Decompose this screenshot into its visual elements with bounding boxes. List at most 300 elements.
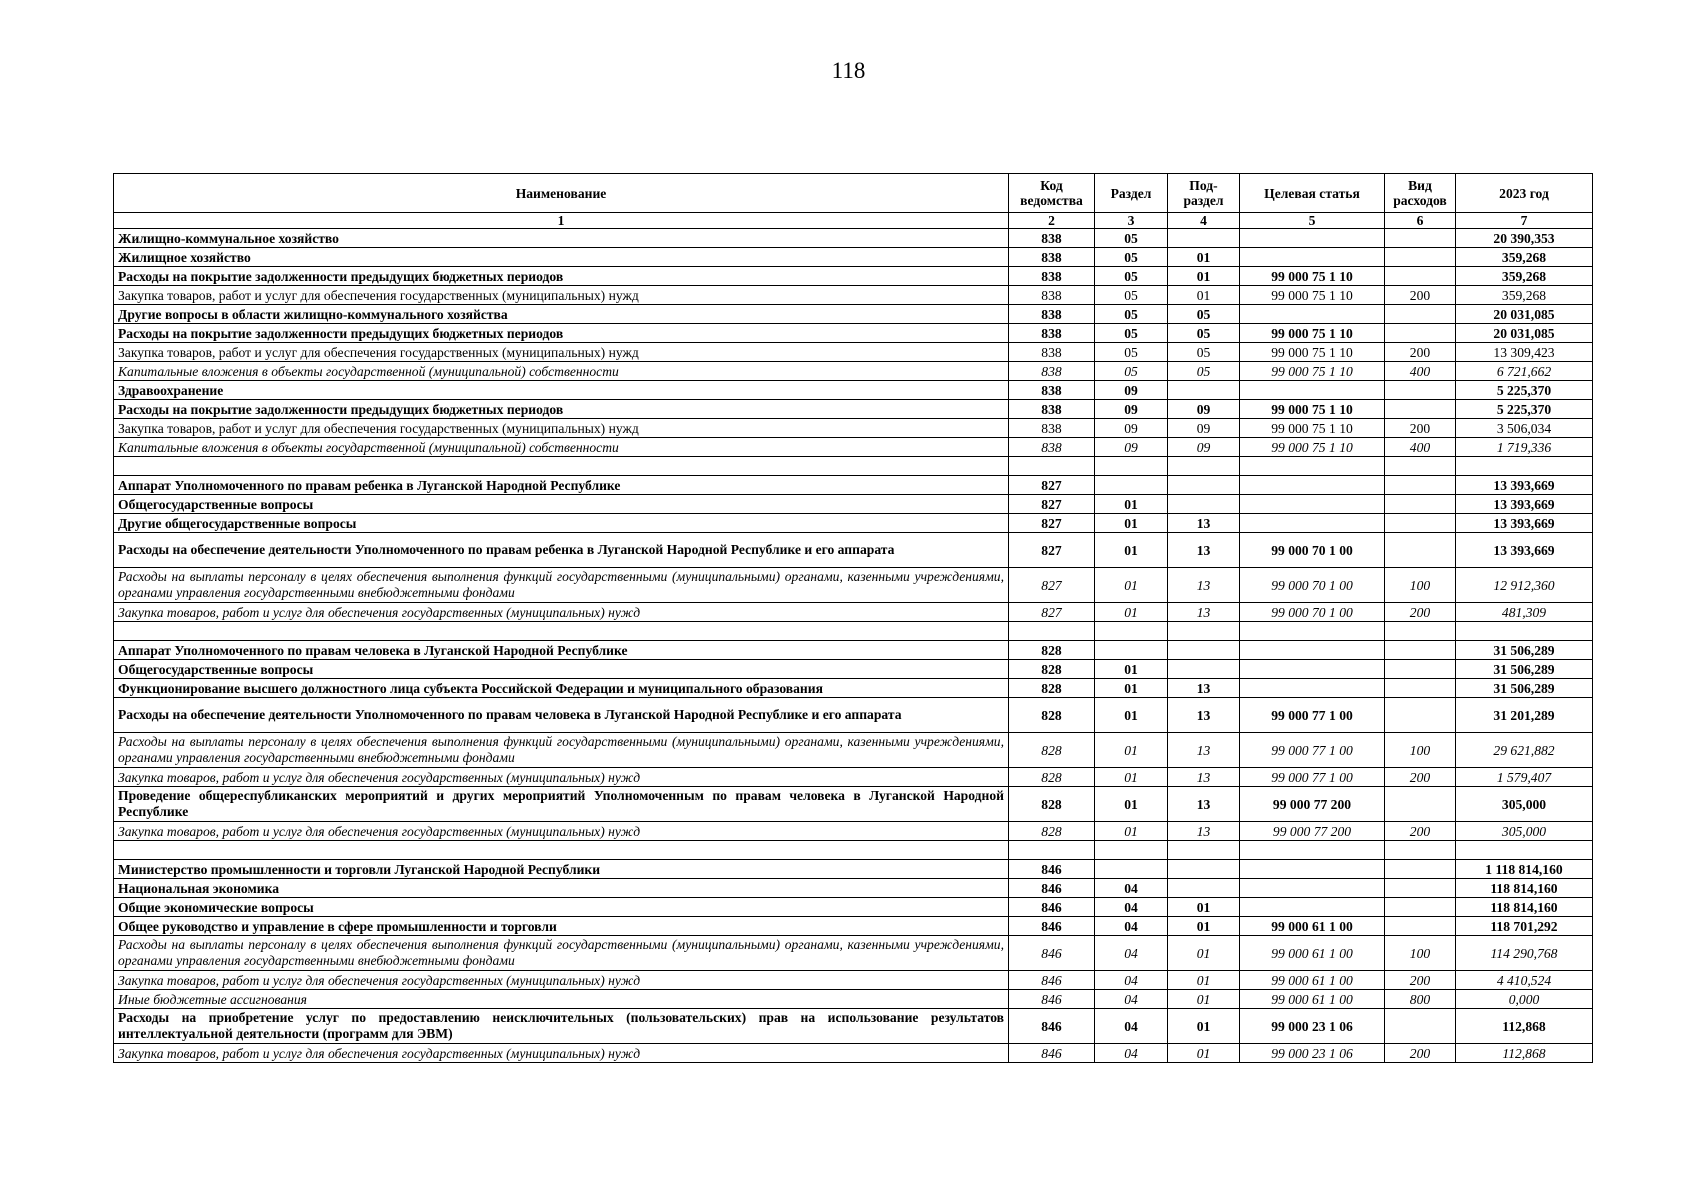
row-expense-type <box>1385 841 1456 860</box>
row-name: Жилищно-коммунальное хозяйство <box>114 229 1009 248</box>
table-row <box>114 495 1593 514</box>
row-subsection: 13 <box>1168 733 1240 768</box>
row-target-article: 99 000 75 1 10 <box>1240 267 1385 286</box>
row-amount: 305,000 <box>1456 822 1593 841</box>
column-number: 3 <box>1095 213 1168 229</box>
page-number: 118 <box>831 58 866 83</box>
row-subsection: 01 <box>1168 248 1240 267</box>
table-row <box>114 822 1593 841</box>
row-section: 01 <box>1095 822 1168 841</box>
row-expense-type <box>1385 514 1456 533</box>
row-name: Аппарат Уполномоченного по правам ребенка в Луганской Народной Республике <box>114 476 1009 495</box>
row-section: 01 <box>1095 514 1168 533</box>
row-target-article: 99 000 75 1 10 <box>1240 343 1385 362</box>
row-dept-code: 846 <box>1009 971 1095 990</box>
row-amount: 5 225,370 <box>1456 400 1593 419</box>
row-name: Иные бюджетные ассигнования <box>114 990 1009 1009</box>
row-amount: 12 912,360 <box>1456 568 1593 603</box>
row-dept-code: 838 <box>1009 343 1095 362</box>
row-section: 09 <box>1095 400 1168 419</box>
header-name: Наименование <box>114 174 1009 213</box>
row-target-article <box>1240 660 1385 679</box>
row-amount: 114 290,768 <box>1456 936 1593 971</box>
row-amount: 31 506,289 <box>1456 641 1593 660</box>
row-amount: 359,268 <box>1456 267 1593 286</box>
row-amount: 13 393,669 <box>1456 476 1593 495</box>
row-target-article <box>1240 879 1385 898</box>
row-amount: 13 393,669 <box>1456 533 1593 568</box>
row-amount: 1 579,407 <box>1456 768 1593 787</box>
row-section <box>1095 641 1168 660</box>
table-row <box>114 990 1593 1009</box>
row-section: 05 <box>1095 229 1168 248</box>
row-section: 01 <box>1095 768 1168 787</box>
row-dept-code: 838 <box>1009 248 1095 267</box>
table-row <box>114 679 1593 698</box>
column-number-row <box>114 213 1593 229</box>
row-dept-code: 827 <box>1009 514 1095 533</box>
row-target-article: 99 000 75 1 10 <box>1240 286 1385 305</box>
row-subsection: 01 <box>1168 286 1240 305</box>
row-expense-type: 200 <box>1385 603 1456 622</box>
row-section: 01 <box>1095 568 1168 603</box>
row-subsection: 13 <box>1168 533 1240 568</box>
row-name: Здравоохранение <box>114 381 1009 400</box>
row-expense-type <box>1385 476 1456 495</box>
row-expense-type <box>1385 622 1456 641</box>
row-expense-type <box>1385 400 1456 419</box>
row-name: Расходы на покрытие задолженности предыдущих бюджетных периодов <box>114 400 1009 419</box>
table-row <box>114 229 1593 248</box>
row-target-article <box>1240 495 1385 514</box>
row-name <box>114 841 1009 860</box>
row-subsection: 05 <box>1168 362 1240 381</box>
row-expense-type: 100 <box>1385 733 1456 768</box>
row-name: Министерство промышленности и торговли Луганской Народной Республики <box>114 860 1009 879</box>
row-subsection: 01 <box>1168 267 1240 286</box>
row-amount: 118 814,160 <box>1456 898 1593 917</box>
row-name: Закупка товаров, работ и услуг для обеспечения государственных (муниципальных) нужд <box>114 971 1009 990</box>
row-name: Расходы на выплаты персоналу в целях обеспечения выполнения функций государственными (муниципальными) органами, казенными учреждениями, органами управления государственными внебюджетными фондами <box>114 936 1009 971</box>
table-row <box>114 248 1593 267</box>
row-expense-type <box>1385 1009 1456 1044</box>
row-subsection: 13 <box>1168 787 1240 822</box>
row-section: 04 <box>1095 1009 1168 1044</box>
row-section <box>1095 476 1168 495</box>
row-name: Закупка товаров, работ и услуг для обеспечения государственных (муниципальных) нужд <box>114 603 1009 622</box>
row-expense-type <box>1385 305 1456 324</box>
row-name: Закупка товаров, работ и услуг для обеспечения государственных (муниципальных) нужд <box>114 768 1009 787</box>
table-row <box>114 898 1593 917</box>
row-subsection: 01 <box>1168 1044 1240 1063</box>
row-subsection: 01 <box>1168 898 1240 917</box>
column-number: 5 <box>1240 213 1385 229</box>
row-expense-type <box>1385 879 1456 898</box>
row-dept-code: 838 <box>1009 324 1095 343</box>
row-dept-code: 838 <box>1009 381 1095 400</box>
row-target-article: 99 000 77 1 00 <box>1240 768 1385 787</box>
row-subsection: 05 <box>1168 324 1240 343</box>
row-amount: 13 309,423 <box>1456 343 1593 362</box>
row-dept-code: 838 <box>1009 286 1095 305</box>
row-amount: 118 814,160 <box>1456 879 1593 898</box>
row-name: Расходы на покрытие задолженности предыдущих бюджетных периодов <box>114 267 1009 286</box>
row-section: 05 <box>1095 286 1168 305</box>
row-subsection <box>1168 495 1240 514</box>
row-section: 04 <box>1095 879 1168 898</box>
row-dept-code: 846 <box>1009 936 1095 971</box>
row-section: 01 <box>1095 495 1168 514</box>
row-expense-type <box>1385 679 1456 698</box>
table-row <box>114 733 1593 768</box>
row-subsection: 09 <box>1168 419 1240 438</box>
row-subsection: 01 <box>1168 917 1240 936</box>
row-expense-type <box>1385 917 1456 936</box>
row-subsection <box>1168 622 1240 641</box>
table-row <box>114 533 1593 568</box>
row-target-article <box>1240 514 1385 533</box>
row-target-article: 99 000 23 1 06 <box>1240 1044 1385 1063</box>
header-subsection: Под-раздел <box>1168 174 1240 213</box>
row-target-article <box>1240 305 1385 324</box>
row-expense-type <box>1385 787 1456 822</box>
row-subsection: 09 <box>1168 400 1240 419</box>
row-target-article: 99 000 77 1 00 <box>1240 698 1385 733</box>
row-expense-type <box>1385 698 1456 733</box>
column-number: 7 <box>1456 213 1593 229</box>
row-name: Расходы на выплаты персоналу в целях обеспечения выполнения функций государственными (муниципальными) органами, казенными учреждениями, органами управления государственными внебюджетными фондами <box>114 568 1009 603</box>
budget-table <box>113 173 1593 1063</box>
row-dept-code: 827 <box>1009 568 1095 603</box>
spacer-row <box>114 457 1593 476</box>
row-amount: 305,000 <box>1456 787 1593 822</box>
table-row <box>114 917 1593 936</box>
row-name: Общегосударственные вопросы <box>114 660 1009 679</box>
row-expense-type: 200 <box>1385 822 1456 841</box>
row-name: Общие экономические вопросы <box>114 898 1009 917</box>
row-target-article: 99 000 77 200 <box>1240 787 1385 822</box>
row-dept-code <box>1009 457 1095 476</box>
row-subsection: 05 <box>1168 343 1240 362</box>
table-header-row <box>114 174 1593 213</box>
row-subsection: 13 <box>1168 679 1240 698</box>
row-target-article: 99 000 75 1 10 <box>1240 362 1385 381</box>
row-target-article <box>1240 898 1385 917</box>
row-amount: 1 118 814,160 <box>1456 860 1593 879</box>
row-name: Закупка товаров, работ и услуг для обеспечения государственных (муниципальных) нужд <box>114 286 1009 305</box>
row-amount: 29 621,882 <box>1456 733 1593 768</box>
row-amount: 481,309 <box>1456 603 1593 622</box>
row-dept-code <box>1009 622 1095 641</box>
row-expense-type: 200 <box>1385 419 1456 438</box>
row-dept-code: 846 <box>1009 990 1095 1009</box>
row-subsection: 13 <box>1168 822 1240 841</box>
table-row <box>114 305 1593 324</box>
row-amount: 13 393,669 <box>1456 495 1593 514</box>
row-amount: 31 201,289 <box>1456 698 1593 733</box>
row-target-article: 99 000 75 1 10 <box>1240 419 1385 438</box>
row-name: Закупка товаров, работ и услуг для обеспечения государственных (муниципальных) нужд <box>114 343 1009 362</box>
row-target-article <box>1240 841 1385 860</box>
row-expense-type <box>1385 860 1456 879</box>
row-section: 01 <box>1095 698 1168 733</box>
row-amount: 31 506,289 <box>1456 679 1593 698</box>
row-dept-code: 828 <box>1009 698 1095 733</box>
row-section: 05 <box>1095 362 1168 381</box>
row-expense-type <box>1385 533 1456 568</box>
row-subsection <box>1168 841 1240 860</box>
row-name: Проведение общереспубликанских мероприятий и других мероприятий Уполномоченным по правам человека в Луганской Народной Республике <box>114 787 1009 822</box>
table-row <box>114 971 1593 990</box>
row-subsection: 01 <box>1168 971 1240 990</box>
row-name: Расходы на приобретение услуг по предоставлению неисключительных (пользовательских) прав на использование результатов интеллектуальной деятельности (программ для ЭВМ) <box>114 1009 1009 1044</box>
table-row <box>114 787 1593 822</box>
row-target-article: 99 000 75 1 10 <box>1240 324 1385 343</box>
row-dept-code: 828 <box>1009 822 1095 841</box>
row-expense-type: 400 <box>1385 362 1456 381</box>
table-row <box>114 476 1593 495</box>
table-row <box>114 362 1593 381</box>
row-section <box>1095 841 1168 860</box>
row-dept-code: 838 <box>1009 419 1095 438</box>
row-name: Расходы на выплаты персоналу в целях обеспечения выполнения функций государственными (муниципальными) органами, казенными учреждениями, органами управления государственными внебюджетными фондами <box>114 733 1009 768</box>
row-dept-code: 846 <box>1009 917 1095 936</box>
row-name: Жилищное хозяйство <box>114 248 1009 267</box>
row-expense-type <box>1385 381 1456 400</box>
row-amount: 359,268 <box>1456 286 1593 305</box>
row-dept-code: 838 <box>1009 267 1095 286</box>
row-section: 01 <box>1095 533 1168 568</box>
row-amount <box>1456 622 1593 641</box>
row-amount: 6 721,662 <box>1456 362 1593 381</box>
row-name: Капитальные вложения в объекты государственной (муниципальной) собственности <box>114 362 1009 381</box>
table-row <box>114 768 1593 787</box>
table-row <box>114 568 1593 603</box>
row-expense-type: 400 <box>1385 438 1456 457</box>
row-target-article: 99 000 23 1 06 <box>1240 1009 1385 1044</box>
row-section <box>1095 457 1168 476</box>
row-section: 09 <box>1095 381 1168 400</box>
row-subsection: 01 <box>1168 1009 1240 1044</box>
row-subsection <box>1168 660 1240 679</box>
spacer-row <box>114 622 1593 641</box>
row-dept-code <box>1009 841 1095 860</box>
row-target-article: 99 000 61 1 00 <box>1240 990 1385 1009</box>
row-name: Функционирование высшего должностного лица субъекта Российской Федерации и муниципального образования <box>114 679 1009 698</box>
row-expense-type <box>1385 457 1456 476</box>
row-expense-type <box>1385 660 1456 679</box>
row-subsection <box>1168 381 1240 400</box>
table-body <box>114 229 1593 1063</box>
row-amount: 5 225,370 <box>1456 381 1593 400</box>
row-amount: 0,000 <box>1456 990 1593 1009</box>
row-subsection <box>1168 860 1240 879</box>
row-dept-code: 846 <box>1009 879 1095 898</box>
row-dept-code: 838 <box>1009 362 1095 381</box>
row-dept-code: 838 <box>1009 438 1095 457</box>
row-section: 01 <box>1095 603 1168 622</box>
row-name <box>114 622 1009 641</box>
table-row <box>114 860 1593 879</box>
row-target-article: 99 000 61 1 00 <box>1240 936 1385 971</box>
row-dept-code: 838 <box>1009 400 1095 419</box>
row-section: 04 <box>1095 990 1168 1009</box>
row-expense-type: 100 <box>1385 568 1456 603</box>
row-expense-type: 200 <box>1385 971 1456 990</box>
row-dept-code: 828 <box>1009 733 1095 768</box>
row-target-article <box>1240 679 1385 698</box>
row-amount: 20 031,085 <box>1456 305 1593 324</box>
table-row <box>114 381 1593 400</box>
row-amount: 112,868 <box>1456 1009 1593 1044</box>
row-name: Другие вопросы в области жилищно-коммунального хозяйства <box>114 305 1009 324</box>
table-row <box>114 419 1593 438</box>
row-section: 04 <box>1095 971 1168 990</box>
row-expense-type <box>1385 229 1456 248</box>
row-dept-code: 846 <box>1009 1044 1095 1063</box>
row-dept-code: 828 <box>1009 660 1095 679</box>
row-dept-code: 838 <box>1009 305 1095 324</box>
row-expense-type: 200 <box>1385 343 1456 362</box>
row-section <box>1095 622 1168 641</box>
row-target-article <box>1240 457 1385 476</box>
row-section: 04 <box>1095 936 1168 971</box>
row-name: Общегосударственные вопросы <box>114 495 1009 514</box>
row-expense-type <box>1385 267 1456 286</box>
row-dept-code: 827 <box>1009 476 1095 495</box>
row-subsection: 01 <box>1168 990 1240 1009</box>
row-section: 04 <box>1095 898 1168 917</box>
row-subsection <box>1168 476 1240 495</box>
row-amount <box>1456 841 1593 860</box>
row-target-article <box>1240 860 1385 879</box>
row-expense-type <box>1385 641 1456 660</box>
row-name: Другие общегосударственные вопросы <box>114 514 1009 533</box>
row-subsection: 05 <box>1168 305 1240 324</box>
row-amount: 359,268 <box>1456 248 1593 267</box>
row-subsection: 01 <box>1168 936 1240 971</box>
row-amount: 118 701,292 <box>1456 917 1593 936</box>
row-section: 05 <box>1095 343 1168 362</box>
row-target-article: 99 000 61 1 00 <box>1240 917 1385 936</box>
row-name: Национальная экономика <box>114 879 1009 898</box>
row-name: Расходы на покрытие задолженности предыдущих бюджетных периодов <box>114 324 1009 343</box>
row-target-article: 99 000 75 1 10 <box>1240 400 1385 419</box>
header-dept-code: Код ведомства <box>1009 174 1095 213</box>
row-target-article: 99 000 61 1 00 <box>1240 971 1385 990</box>
row-expense-type: 200 <box>1385 1044 1456 1063</box>
table-row <box>114 267 1593 286</box>
row-expense-type: 200 <box>1385 768 1456 787</box>
row-expense-type <box>1385 248 1456 267</box>
row-subsection: 13 <box>1168 514 1240 533</box>
row-expense-type <box>1385 495 1456 514</box>
row-dept-code: 827 <box>1009 533 1095 568</box>
row-subsection: 09 <box>1168 438 1240 457</box>
row-amount: 3 506,034 <box>1456 419 1593 438</box>
table-row <box>114 286 1593 305</box>
row-amount: 112,868 <box>1456 1044 1593 1063</box>
table-row <box>114 514 1593 533</box>
row-section: 09 <box>1095 438 1168 457</box>
row-target-article <box>1240 381 1385 400</box>
row-section: 05 <box>1095 248 1168 267</box>
row-target-article: 99 000 77 1 00 <box>1240 733 1385 768</box>
row-section: 05 <box>1095 305 1168 324</box>
row-section: 05 <box>1095 324 1168 343</box>
row-target-article: 99 000 70 1 00 <box>1240 568 1385 603</box>
row-section: 01 <box>1095 679 1168 698</box>
row-dept-code: 828 <box>1009 768 1095 787</box>
row-dept-code: 846 <box>1009 860 1095 879</box>
row-subsection: 13 <box>1168 768 1240 787</box>
row-target-article: 99 000 70 1 00 <box>1240 603 1385 622</box>
row-dept-code: 827 <box>1009 495 1095 514</box>
row-name <box>114 457 1009 476</box>
row-target-article <box>1240 229 1385 248</box>
column-number: 1 <box>114 213 1009 229</box>
row-expense-type: 800 <box>1385 990 1456 1009</box>
row-name: Общее руководство и управление в сфере промышленности и торговли <box>114 917 1009 936</box>
row-name: Закупка товаров, работ и услуг для обеспечения государственных (муниципальных) нужд <box>114 1044 1009 1063</box>
row-section: 04 <box>1095 917 1168 936</box>
row-dept-code: 828 <box>1009 787 1095 822</box>
table-row <box>114 603 1593 622</box>
row-subsection <box>1168 879 1240 898</box>
row-amount <box>1456 457 1593 476</box>
row-expense-type: 200 <box>1385 286 1456 305</box>
row-target-article <box>1240 248 1385 267</box>
row-target-article <box>1240 641 1385 660</box>
row-dept-code: 827 <box>1009 603 1095 622</box>
row-section: 01 <box>1095 660 1168 679</box>
table-row <box>114 1009 1593 1044</box>
table-row <box>114 343 1593 362</box>
row-section: 01 <box>1095 787 1168 822</box>
header-expense-type: Вид расходов <box>1385 174 1456 213</box>
row-dept-code: 846 <box>1009 1009 1095 1044</box>
row-target-article: 99 000 70 1 00 <box>1240 533 1385 568</box>
table-row <box>114 641 1593 660</box>
column-number: 6 <box>1385 213 1456 229</box>
header-section: Раздел <box>1095 174 1168 213</box>
row-dept-code: 846 <box>1009 898 1095 917</box>
row-subsection: 13 <box>1168 568 1240 603</box>
row-name: Аппарат Уполномоченного по правам человека в Луганской Народной Республике <box>114 641 1009 660</box>
row-dept-code: 838 <box>1009 229 1095 248</box>
row-amount: 31 506,289 <box>1456 660 1593 679</box>
row-subsection <box>1168 229 1240 248</box>
header-year-2023: 2023 год <box>1456 174 1593 213</box>
row-amount: 20 390,353 <box>1456 229 1593 248</box>
row-section: 09 <box>1095 419 1168 438</box>
column-number: 4 <box>1168 213 1240 229</box>
row-name: Расходы на обеспечение деятельности Уполномоченного по правам ребенка в Луганской Народной Республике и его аппарата <box>114 533 1009 568</box>
row-name: Расходы на обеспечение деятельности Уполномоченного по правам человека в Луганской Народной Республике и его аппарата <box>114 698 1009 733</box>
table-row <box>114 936 1593 971</box>
table-row <box>114 660 1593 679</box>
row-target-article: 99 000 75 1 10 <box>1240 438 1385 457</box>
table-row <box>114 698 1593 733</box>
spacer-row <box>114 841 1593 860</box>
row-name: Закупка товаров, работ и услуг для обеспечения государственных (муниципальных) нужд <box>114 822 1009 841</box>
row-target-article <box>1240 476 1385 495</box>
row-target-article: 99 000 77 200 <box>1240 822 1385 841</box>
row-name: Капитальные вложения в объекты государственной (муниципальной) собственности <box>114 438 1009 457</box>
row-amount: 4 410,524 <box>1456 971 1593 990</box>
row-section <box>1095 860 1168 879</box>
row-amount: 1 719,336 <box>1456 438 1593 457</box>
